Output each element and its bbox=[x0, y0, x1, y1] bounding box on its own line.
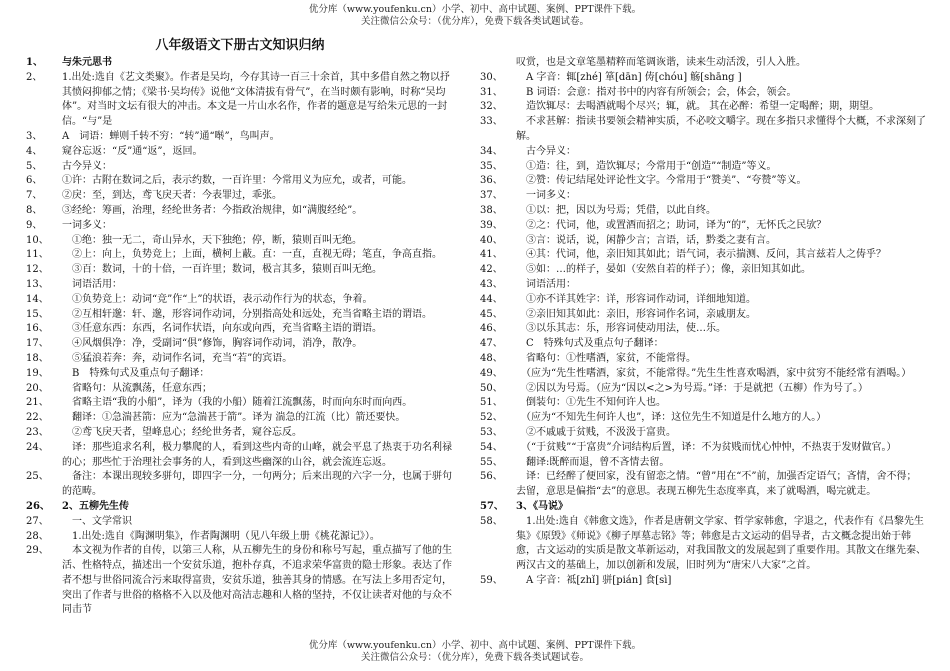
text-line bbox=[480, 278, 926, 293]
line-text: 窥谷忘返：“反”通“返”，返回。 bbox=[62, 145, 203, 157]
line-number: 59、 bbox=[480, 574, 503, 586]
line-number: 24、 bbox=[26, 441, 49, 453]
line-text: 一词多义： bbox=[62, 219, 112, 231]
line-number: 48、 bbox=[480, 352, 503, 364]
line-text: ⑤猛浪若奔：奔，动词作名词，充当“若”的宾语。 bbox=[62, 352, 293, 364]
text-line bbox=[480, 234, 926, 249]
text-line bbox=[480, 352, 926, 367]
line-text: 词语活用： bbox=[62, 278, 122, 290]
text-line bbox=[480, 382, 926, 397]
line-text: （“于贫贱”“于富贵”介词结构后置，译：不为贫贱而忧心忡忡，不热衷于发财做官。） bbox=[516, 441, 897, 453]
line-number: 5、 bbox=[26, 160, 43, 172]
line-text: ②鸢飞戾天者，望峰息心；经纶世务者，窥谷忘反。 bbox=[62, 426, 302, 438]
line-number: 8、 bbox=[26, 204, 43, 216]
line-number: 9、 bbox=[26, 219, 43, 231]
line-number bbox=[480, 56, 516, 71]
line-text: ②亲旧知其如此：亲旧，形容词作名词，亲戚朋友。 bbox=[516, 308, 756, 320]
line-text: ②之：代词，他，或置酒而招之；助词，译为“的”，无怀氏之民欤？ bbox=[516, 219, 827, 231]
line-number: 39、 bbox=[480, 219, 503, 231]
text-line bbox=[480, 426, 926, 441]
text-line bbox=[480, 115, 926, 145]
header-line-2: 关注微信公众号：（优分库），免费下载各类试题试卷。 bbox=[360, 16, 589, 27]
text-line bbox=[26, 145, 454, 160]
line-number: 17、 bbox=[26, 338, 49, 350]
text-line bbox=[480, 293, 926, 308]
line-number: 19、 bbox=[26, 367, 49, 379]
line-number: 14、 bbox=[26, 293, 49, 305]
line-text: 省略句：①性嗜酒，家贫，不能常得。 bbox=[516, 352, 696, 364]
text-line bbox=[480, 574, 926, 589]
text-line bbox=[26, 352, 454, 367]
line-text: ①造：往，到，造饮辄尽；今常用于“创造”“制造”等义。 bbox=[516, 160, 777, 172]
line-text: ②赞：传记结尾处评论性文字。今常用于“赞美”、“夸赞”等义。 bbox=[516, 175, 807, 187]
page-header bbox=[0, 4, 950, 28]
text-line bbox=[26, 411, 454, 426]
line-number: 49、 bbox=[480, 367, 503, 379]
line-number: 23、 bbox=[26, 426, 49, 438]
line-text: ①绝：独一无二，奇山异水，天下独绝；停，断，猿则百叫无绝。 bbox=[62, 234, 362, 246]
line-number: 37、 bbox=[480, 190, 503, 202]
header-line-1: 优分库（www.youfenku.cn）小学、初中、高中试题、案例、PPT课件下载。 bbox=[308, 4, 642, 15]
text-line bbox=[480, 337, 926, 352]
line-text: ①负势竞上：动词“竞”作“上”的状语，表示动作行为的状态，争着。 bbox=[62, 293, 373, 305]
text-line bbox=[26, 293, 454, 308]
line-number: 55、 bbox=[480, 456, 503, 468]
line-text: ③以乐其志：乐，形容词使动用法，使…乐。 bbox=[516, 323, 726, 335]
text-line bbox=[480, 248, 926, 263]
text-line bbox=[480, 456, 926, 471]
text-line bbox=[480, 174, 926, 189]
text-line bbox=[26, 248, 454, 263]
text-line bbox=[26, 130, 454, 145]
line-number: 16、 bbox=[26, 323, 49, 335]
text-line bbox=[26, 308, 454, 323]
line-number: 10、 bbox=[26, 234, 49, 246]
line-text: 一、文学常识 bbox=[62, 515, 132, 527]
line-text: 翻译：①急湍甚箭：应为“急湍甚于箭”。译为 湍急的江流（比）箭还要快。 bbox=[62, 412, 406, 424]
text-line bbox=[480, 145, 926, 160]
line-text: ③经纶：筹画，治理，经纶世务者：今指政治规律，如“满腹经纶”。 bbox=[62, 204, 363, 216]
line-number: 22、 bbox=[26, 412, 49, 424]
line-text: 古今异义： bbox=[516, 145, 576, 157]
line-text: C 特殊句式及重点句子翻译： bbox=[516, 338, 664, 350]
line-text: A 词语：蝉则千转不穷：“转”通“啭”，鸟叫声。 bbox=[62, 130, 280, 142]
line-text: ②不戚戚于贫贱，不汲汲于富贵。 bbox=[516, 426, 676, 438]
line-text: （应为“先生性嗜酒，家贫，不能常得。”先生生性喜欢喝酒，家中贫穷不能经常有酒喝。） bbox=[516, 367, 912, 379]
line-number: 27、 bbox=[26, 515, 49, 527]
line-number: 35、 bbox=[480, 160, 503, 172]
line-number: 57、 bbox=[480, 500, 504, 512]
line-number: 28、 bbox=[26, 530, 49, 542]
text-line bbox=[26, 367, 454, 382]
line-text: A 字音：祗[zhǐ] 骈[pián] 食[sì] bbox=[516, 574, 672, 586]
page-footer bbox=[0, 640, 950, 664]
line-text: 备注：本课出现较多骈句，即四字一分，一句两分；后来出现的六字一分，也属于骈句的范畴。 bbox=[62, 471, 452, 498]
text-line bbox=[26, 219, 454, 234]
line-number: 46、 bbox=[480, 323, 503, 335]
text-line bbox=[26, 470, 454, 500]
line-text: ②戾：至，到达，鸢飞戾天者：今表罪过，乖张。 bbox=[62, 190, 282, 202]
line-text: 叹赏，也是文章笔墨精粹而笔调诙谐，读来生动活泼，引人入胜。 bbox=[516, 57, 806, 68]
line-text: ④风烟俱净：净，受副词“俱”修饰，胸容词作动词，消净，散净。 bbox=[62, 338, 363, 350]
line-number: 33、 bbox=[480, 116, 503, 128]
text-line bbox=[480, 160, 926, 175]
line-number: 4、 bbox=[26, 145, 43, 157]
line-number: 3、 bbox=[26, 130, 43, 142]
line-text: ⑤如：…的样子，晏如（安然自若的样子）；像，亲旧知其如此。 bbox=[516, 264, 811, 276]
text-line bbox=[480, 411, 926, 426]
line-text: 造饮辄尽：去喝酒就喝个尽兴；辄，就。 其在必醉：希望一定喝醉；期，期望。 bbox=[516, 101, 880, 113]
line-text: ④其：代词，他，亲旧知其如此；语气词，表示揣测、反问，其言兹若人之俦乎？ bbox=[516, 249, 886, 261]
line-number: 2、 bbox=[26, 71, 43, 83]
line-text: ③百：数词，十的十倍，一百许里；数词，极言其多，猿则百叫无绝。 bbox=[62, 264, 382, 276]
line-number: 25、 bbox=[26, 471, 49, 483]
line-text: 省略主语“我的小船”，译为（我的小船）随着江流飘荡，时而向东时而向西。 bbox=[62, 397, 413, 409]
line-number: 42、 bbox=[480, 264, 503, 276]
line-number: 51、 bbox=[480, 397, 503, 409]
line-text: 古今异义： bbox=[62, 160, 112, 172]
line-text: （应为“不知先生何许人也”，译：这位先生不知道是什么地方的人。） bbox=[516, 412, 827, 424]
line-text: ③言：说话，说，闲静少言；言语，话，黔娄之妻有言。 bbox=[516, 234, 776, 246]
line-text: 译：那些追求名利，极力攀爬的人，看到这些内奇的山峰，就会平息了热衷于功名利禄的心；那些忙于治理社会事务的人，看到这些幽深的山谷，就会流连忘返。 bbox=[62, 441, 452, 468]
line-text: B 词语：会意：指对书中的内容有所领会；会，体会，领会。 bbox=[516, 86, 797, 98]
line-number: 1、 bbox=[26, 57, 43, 68]
text-line bbox=[26, 544, 454, 618]
text-line bbox=[480, 515, 926, 574]
line-number: 21、 bbox=[26, 397, 49, 409]
line-text: 省略句：从流飘荡，任意东西； bbox=[62, 382, 212, 394]
text-line bbox=[26, 56, 454, 71]
text-line bbox=[480, 441, 926, 456]
text-line bbox=[26, 204, 454, 219]
text-line bbox=[26, 263, 454, 278]
line-text: 不求甚解：指读书要领会精神实质，不必咬文嚼字。现在多指只求懂得个大概，不求深刻了解。 bbox=[516, 116, 926, 142]
line-number: 26、 bbox=[26, 500, 50, 512]
line-number: 30、 bbox=[480, 71, 503, 83]
text-line bbox=[26, 234, 454, 249]
line-number: 44、 bbox=[480, 293, 503, 305]
line-text: 倒装句：①先生不知何许人也。 bbox=[516, 397, 666, 409]
line-number: 53、 bbox=[480, 426, 503, 438]
line-number: 29、 bbox=[26, 545, 49, 557]
right-column bbox=[480, 56, 926, 668]
footer-line-1: 优分库（www.youfenku.cn）小学、初中、高中试题、案例、PPT课件下载。 bbox=[308, 640, 642, 651]
line-text: ②上：向上，负势竞上；上面，横柯上蔽。直：一直，直视无碍；笔直，争高直指。 bbox=[62, 249, 442, 261]
text-line bbox=[26, 322, 454, 337]
line-number: 40、 bbox=[480, 234, 503, 246]
text-line bbox=[26, 189, 454, 204]
line-number: 34、 bbox=[480, 145, 503, 157]
text-line bbox=[480, 189, 926, 204]
line-number: 56、 bbox=[480, 471, 503, 483]
text-line bbox=[26, 441, 454, 471]
line-number: 32、 bbox=[480, 101, 503, 113]
text-line bbox=[26, 278, 454, 293]
line-text: ②互相轩邈：轩、邈，形容词作动词，分别指高处和远处，充当省略主语的谓语。 bbox=[62, 308, 432, 320]
line-number: 7、 bbox=[26, 190, 43, 202]
left-column bbox=[26, 56, 454, 668]
line-text: 1.出处:选自《韩愈文选》，作者是唐朝文学家、哲学家韩愈，字退之，代表作有《昌黎先生集》《原毁》《师说》《柳子厚墓志铭》等；韩愈是古文运动的倡导者，古文概念提出始于韩愈，古文运动的实质是散文革新运动，对我国散文的发展起到了重要作用。其散文在继先秦、两汉古文的基础上，加以创新和发展，旧时列为“唐宋八大家”之首。 bbox=[516, 515, 926, 572]
document-title: 八年级语文下册古文知识归纳 bbox=[155, 38, 325, 53]
line-text: 2、五柳先生传 bbox=[62, 500, 129, 512]
line-text: 翻译:既醉而退，曾不吝情去留。 bbox=[516, 456, 670, 468]
line-number: 45、 bbox=[480, 308, 503, 320]
line-text: ②因以为号焉。（应为“因以<之>为号焉。”译：于是就把（五柳）作为号了。） bbox=[516, 382, 868, 394]
text-line bbox=[480, 263, 926, 278]
text-line bbox=[26, 515, 454, 530]
line-text: 3、《马说》 bbox=[516, 500, 568, 512]
line-text: 1.出处:选自《陶渊明集》，作者陶渊明（见八年级上册《桃花源记》）。 bbox=[62, 530, 380, 542]
line-number: 38、 bbox=[480, 204, 503, 216]
text-line bbox=[26, 426, 454, 441]
line-number: 47、 bbox=[480, 338, 503, 350]
text-line bbox=[480, 470, 926, 500]
line-number: 43、 bbox=[480, 278, 503, 290]
text-line bbox=[480, 56, 926, 71]
text-line bbox=[480, 308, 926, 323]
text-line bbox=[26, 160, 454, 175]
line-text: ③任意东西：东西，名词作状语，向东或向西，充当省略主语的谓语。 bbox=[62, 323, 382, 335]
line-text: A 字音：辄[zhé] 箪[dān] 俦[chóu] 觞[shāng ] bbox=[516, 71, 742, 83]
text-line bbox=[26, 396, 454, 411]
line-text: ①亦不详其姓字：详，形容词作动词，详细地知道。 bbox=[516, 293, 756, 305]
text-line bbox=[26, 500, 454, 515]
line-number: 18、 bbox=[26, 352, 49, 364]
line-number: 13、 bbox=[26, 278, 49, 290]
line-number: 11、 bbox=[26, 249, 49, 261]
line-number: 36、 bbox=[480, 175, 503, 187]
line-text: 本文视为作者的自传，以第三人称，从五柳先生的身份和称号写起，重点描写了他的生活、性格特点，描述出一个安贫乐道，抱朴存真，不追求荣华富贵的隐士形象。表达了作者不想与世俗同流合污来取得富贵，安贫乐道，独善其身的情感。在写法上多用否定句，突出了作者与世俗的格格不入以及他对高洁志趣和人格的坚持，不仅让读者对他的与众不同击节 bbox=[62, 545, 452, 616]
line-number: 41、 bbox=[480, 249, 503, 261]
line-text: 词语活用： bbox=[516, 278, 576, 290]
text-line bbox=[480, 100, 926, 115]
line-number: 31、 bbox=[480, 86, 503, 98]
line-number: 20、 bbox=[26, 382, 49, 394]
line-text: 一词多义： bbox=[516, 190, 576, 202]
line-number: 54、 bbox=[480, 441, 503, 453]
text-line bbox=[480, 500, 926, 515]
line-text: 1.出处:选自《艺文类聚》。作者是吴均，今存其诗一百三十余首，其中多借自然之物以抒其愤闷抑郁之情；《梁书·吴均传》说他“文体清拔有骨气”，在当时颇有影响，时称“吴均体”。对当时文坛有很大的冲击。本文是一片山水名作，作者的题意是写给朱元思的一封信。“与”是 bbox=[62, 71, 450, 128]
footer-line-2: 关注微信公众号：（优分库），免费下载各类试题试卷。 bbox=[360, 652, 589, 663]
text-line bbox=[480, 322, 926, 337]
text-line bbox=[480, 204, 926, 219]
text-line bbox=[26, 382, 454, 397]
line-number: 15、 bbox=[26, 308, 49, 320]
line-number: 58、 bbox=[480, 515, 503, 527]
line-number: 52、 bbox=[480, 412, 503, 424]
text-line bbox=[26, 174, 454, 189]
text-line bbox=[26, 530, 454, 545]
line-text: B 特殊句式及重点句子翻译： bbox=[62, 367, 210, 379]
text-line bbox=[480, 219, 926, 234]
line-text: ①许：古附在数词之后，表示约数，一百许里：今常用义为应允，或者，可能。 bbox=[62, 175, 412, 187]
line-number: 50、 bbox=[480, 382, 503, 394]
line-text: 与朱元思书 bbox=[62, 57, 112, 68]
line-text: 译：已经醉了便回家，没有留恋之情。“曾”用在“不”前，加强否定语气；吝情，舍不得；去留，意思是偏指“去”的意思。表现五柳先生态度率真，来了就喝酒，喝完就走。 bbox=[516, 471, 917, 498]
text-line bbox=[26, 71, 454, 130]
text-line bbox=[26, 337, 454, 352]
text-line bbox=[480, 71, 926, 86]
line-text: ①以：把，因以为号焉；凭借，以此自终。 bbox=[516, 204, 716, 216]
line-number: 6、 bbox=[26, 175, 43, 187]
text-line bbox=[480, 86, 926, 101]
text-line bbox=[480, 367, 926, 382]
line-number: 12、 bbox=[26, 264, 49, 276]
text-line bbox=[480, 396, 926, 411]
